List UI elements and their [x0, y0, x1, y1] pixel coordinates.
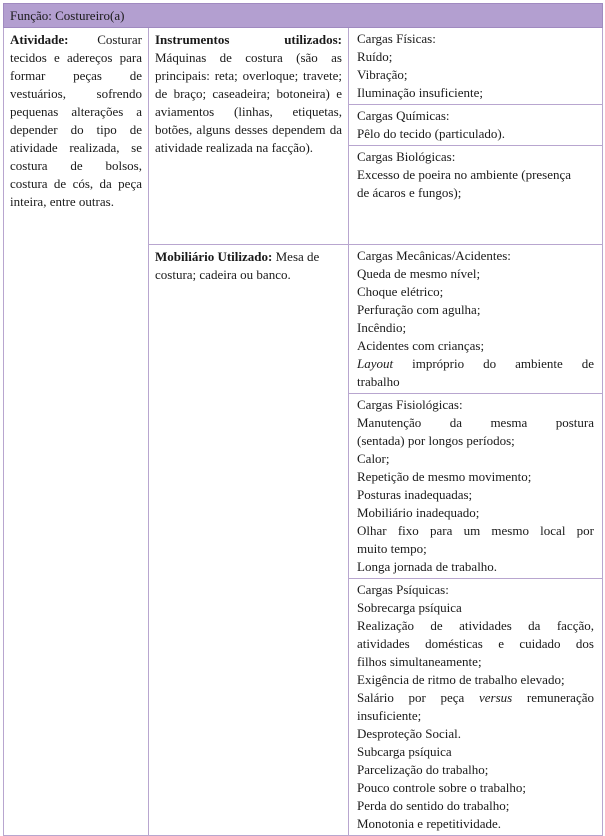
cargas-psiquicas-item: Desproteção Social. — [357, 726, 461, 741]
header-row — [4, 4, 603, 28]
instrumentos-cell — [149, 28, 349, 245]
versus-word: versus — [478, 690, 513, 705]
cargas-psiquicas-item: Realização de atividades da facção, — [357, 618, 594, 633]
cargas-psiquicas-item: Pouco controle sobre o trabalho; — [357, 780, 526, 795]
cargas-psiquicas-title: Cargas Psíquicas: — [357, 582, 449, 597]
cargas-psiquicas-item: filhos simultaneamente; — [357, 654, 482, 669]
cargas-fisiologicas-item: (sentada) por longos períodos; — [357, 433, 515, 448]
cargas-fisiologicas-item: Olhar fixo para um mesmo local por — [357, 523, 594, 538]
cargas-biologicas-item: de ácaros e fungos); — [357, 185, 462, 200]
cargas-mecanicas-item: Incêndio; — [357, 320, 407, 335]
cargas-fisiologicas-item: muito tempo; — [357, 541, 427, 556]
mobiliario-label: Mobiliário Utilizado: — [155, 249, 273, 264]
cargas-fisiologicas-item: Posturas inadequadas; — [357, 487, 473, 502]
cargas-biologicas-item: Excesso de poeira no ambiente (presença — [357, 167, 572, 182]
cargas-psiquicas-item: Subcarga psíquica — [357, 744, 452, 759]
cargas-mecanicas-cell — [349, 245, 603, 394]
cargas-fisiologicas-item: Mobiliário inadequado; — [357, 505, 480, 520]
layout-word: Layout — [357, 356, 394, 371]
cargas-mecanicas-item: Perfuração com agulha; — [357, 302, 481, 317]
mobiliario-cell — [149, 245, 349, 836]
atividade-cell — [4, 28, 149, 836]
cargas-psiquicas-item: atividades domésticas e cuidado dos — [357, 636, 594, 651]
cargas-biologicas-title: Cargas Biológicas: — [357, 149, 456, 164]
cargas-quimicas-cell — [349, 105, 603, 146]
atividade-text: Costurar tecidos e adereços para formar peças de vestuários, sofrendo pequenas alterações a depender do tipo de atividade realizada, se costura de bolsos, costura de cós, da peça inteira, entre outras. — [10, 32, 142, 209]
cargas-mecanicas-item — [357, 355, 594, 373]
cargas-psiquicas-item: Parcelização do trabalho; — [357, 762, 489, 777]
cargas-fisiologicas-item: Calor; — [357, 451, 390, 466]
cargas-fisiologicas-cell — [349, 394, 603, 579]
cargas-psiquicas-item: Exigência de ritmo de trabalho elevado; — [357, 672, 565, 687]
cargas-psiquicas-item: Perda do sentido do trabalho; — [357, 798, 510, 813]
remuneracao-text: remuneração — [526, 690, 594, 705]
cargas-psiquicas-item: insuficiente; — [357, 708, 422, 723]
cargas-fisiologicas-title: Cargas Fisiológicas: — [357, 397, 463, 412]
cargas-fisicas-item: Iluminação insuficiente; — [357, 85, 483, 100]
cargas-mecanicas-item: Acidentes com crianças; — [357, 338, 485, 353]
row-1 — [4, 28, 603, 105]
cargas-fisicas-title: Cargas Físicas: — [357, 31, 436, 46]
cargas-fisiologicas-item: Longa jornada de trabalho. — [357, 559, 498, 574]
cargas-mecanicas-item: Queda de mesmo nível; — [357, 266, 481, 281]
cargas-psiquicas-item: Sobrecarga psíquica — [357, 600, 462, 615]
cargas-biologicas-cell — [349, 146, 603, 245]
instrumentos-label: Instrumentos utilizados: — [155, 32, 342, 47]
cargas-psiquicas-item — [357, 689, 594, 707]
cargas-mecanicas-item: trabalho — [357, 374, 400, 389]
atividade-label: Atividade: — [10, 32, 69, 47]
cargas-mecanicas-title: Cargas Mecânicas/Acidentes: — [357, 248, 511, 263]
instrumentos-text: Máquinas de costura (são as principais: reta; overloque; travete; de braço; caseadeira; botoneira) e aviamentos (linhas, etiquetas, botões, alguns desses dependem da atividade realizada na facção). — [155, 50, 342, 155]
risk-table — [3, 3, 603, 836]
cargas-psiquicas-cell — [349, 579, 603, 836]
cargas-quimicas-title: Cargas Químicas: — [357, 108, 450, 123]
cargas-psiquicas-item: Monotonia e repetitividade. — [357, 816, 502, 831]
cargas-fisiologicas-item: Repetição de mesmo movimento; — [357, 469, 532, 484]
salario-text: Salário por peça — [357, 690, 465, 705]
cargas-quimicas-item: Pêlo do tecido (particulado). — [357, 126, 506, 141]
cargas-mecanicas-item: Choque elétrico; — [357, 284, 444, 299]
cargas-fisicas-cell — [349, 28, 603, 105]
cargas-fisicas-item: Ruído; — [357, 49, 393, 64]
layout-rest: impróprio do ambiente de — [412, 356, 594, 371]
mobiliario-text: Mesa de costura; cadeira ou banco. — [155, 249, 320, 282]
cargas-fisiologicas-item: Manutenção da mesma postura — [357, 415, 594, 430]
cargas-fisicas-item: Vibração; — [357, 67, 408, 82]
funcao-header: Função: Costureiro(a) — [4, 4, 603, 28]
